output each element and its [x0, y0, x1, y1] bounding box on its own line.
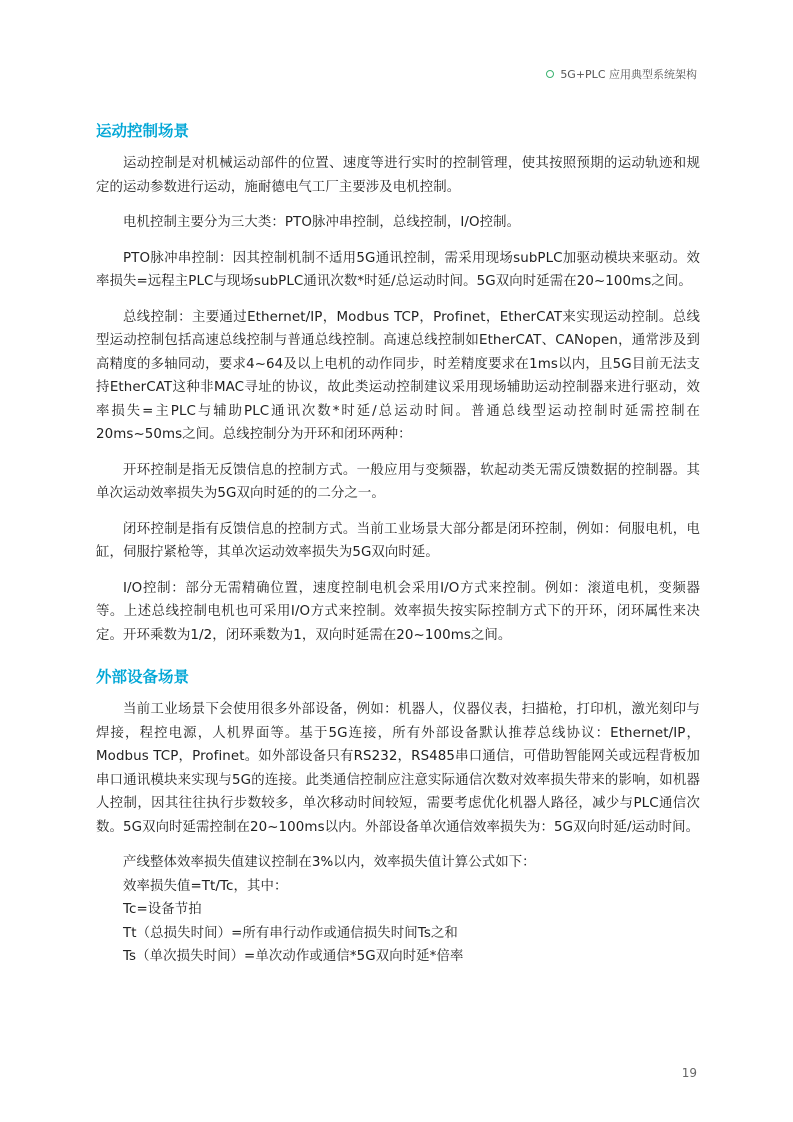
running-title: 5G+PLC 应用典型系统架构 — [560, 68, 697, 81]
paragraph: 当前工业场景下会使用很多外部设备，例如：机器人，仪器仪表，扫描枪，打印机，激光刻印与焊接，程控电源，人机界面等。基于5G连接，所有外部设备默认推荐总线协议：Ethernet/IP，Modbus TCP，Profinet。如外部设备只有RS232，RS485串口通信，可借助智能网关或远程背板加串口通讯模块来实现与5G的连接。此类通信控制应注意实际通信次数对效率损失带来的影响，如机器人控制，因其往往执行步数较多，单次移动时间较短，需要考虑优化机器人路径，减少与PLC通信次数。5G双向时延需控制在20~100ms以内。外部设备单次通信效率损失为：5G双向时延/运动时间。 — [96, 702, 700, 835]
section-title-external-devices: 外部设备场景 — [96, 668, 190, 686]
page-number: 19 — [681, 1066, 697, 1080]
running-header — [546, 66, 697, 82]
formula-line: 效率损失值=Tt/Tc，其中： — [123, 878, 288, 894]
paragraph: I/O控制：部分无需精确位置，速度控制电机会采用I/O方式来控制。例如：滚道电机，变频器等。上述总线控制电机也可采用I/O方式来控制。效率损失按实际控制方式下的开环，闭环属性来决定。开环乘数为1/2，闭环乘数为1，双向时延需在20~100ms之间。 — [96, 580, 700, 643]
formula-block — [96, 851, 700, 969]
formula-line: Tt（总损失时间）=所有串行动作或通信损失时间Ts之和 — [123, 925, 458, 941]
paragraph: 运动控制是对机械运动部件的位置、速度等进行实时的控制管理，使其按照预期的运动轨迹和规定的运动参数进行运动，施耐德电气工厂主要涉及电机控制。 — [96, 156, 700, 195]
formula-line: Ts（单次损失时间）=单次动作或通信*5G双向时延*倍率 — [123, 949, 464, 964]
circle-bullet-icon — [546, 70, 554, 78]
paragraph: 电机控制主要分为三大类：PTO脉冲串控制，总线控制，I/O控制。 — [123, 215, 521, 230]
page-content — [96, 118, 700, 969]
paragraph: 开环控制是指无反馈信息的控制方式。一般应用与变频器，软起动类无需反馈数据的控制器。其单次运动效率损失为5G双向时延的的二分之一。 — [96, 462, 700, 501]
paragraph: PTO脉冲串控制：因其控制机制不适用5G通讯控制，需采用现场subPLC加驱动模块来驱动。效率损失=远程主PLC与现场subPLC通讯次数*时延/总运动时间。5G双向时延需在20~100ms之间。 — [96, 250, 700, 289]
paragraph: 总线控制：主要通过Ethernet/IP，Modbus TCP，Profinet，EtherCAT来实现运动控制。总线型运动控制包括高速总线控制与普通总线控制。高速总线控制如EtherCAT、CANopen，通常涉及到高精度的多轴同动，要求4~64及以上电机的动作同步，时差精度要求在1ms以内，且5G目前无法支持EtherCAT这种非MAC寻址的协议，故此类运动控制建议采用现场辅助运动控制器来进行驱动，效率损失=主PLC与辅助PLC通讯次数*时延/总运动时间。普通总线型运动控制时延需控制在20ms~50ms之间。总线控制分为开环和闭环两种： — [96, 309, 700, 442]
section-title-motion-control: 运动控制场景 — [96, 122, 190, 140]
formula-line: 产线整体效率损失值建议控制在3%以内，效率损失值计算公式如下： — [123, 855, 536, 870]
formula-line: Tc=设备节拍 — [123, 902, 202, 917]
paragraph: 闭环控制是指有反馈信息的控制方式。当前工业场景大部分都是闭环控制，例如：伺服电机，电缸，伺服拧紧枪等，其单次运动效率损失为5G双向时延。 — [96, 521, 700, 560]
